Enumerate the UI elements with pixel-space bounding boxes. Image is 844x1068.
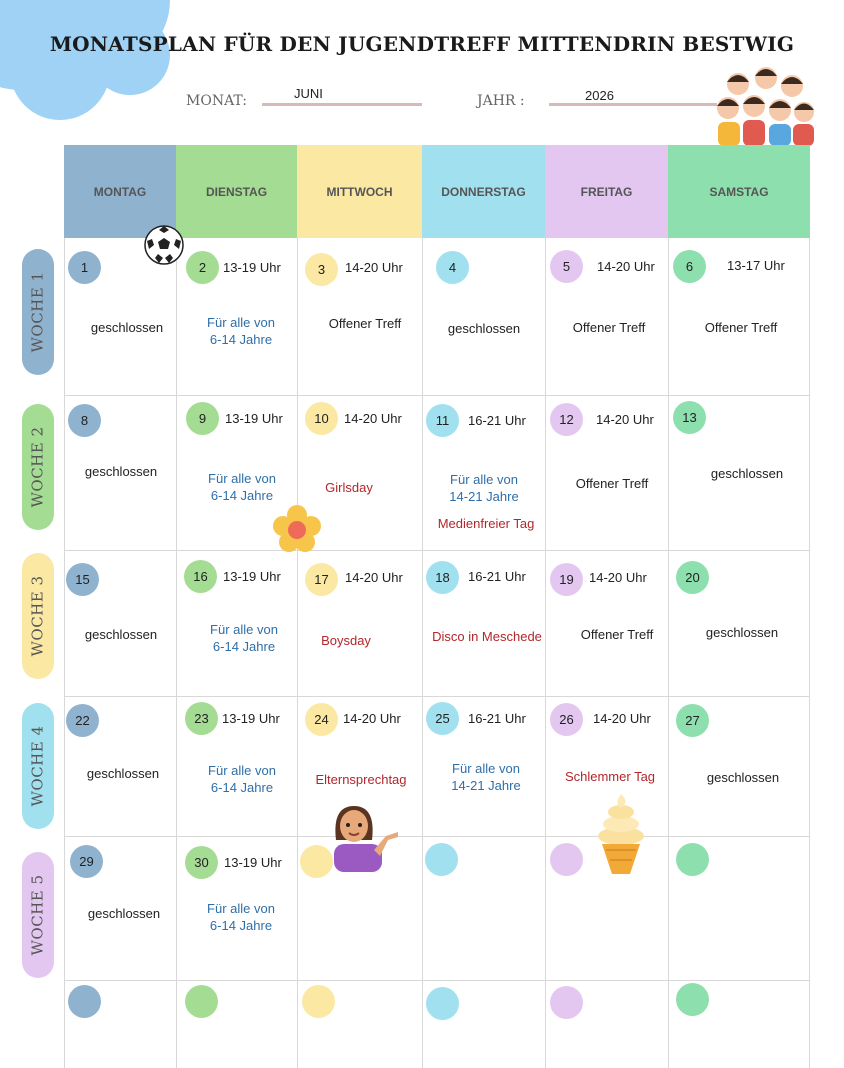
week-label-3: WOCHE 3 xyxy=(22,553,54,679)
week-label-1: WOCHE 1 xyxy=(22,249,54,375)
day-description: geschlossen xyxy=(86,766,160,781)
day-number: 30 xyxy=(185,846,218,879)
opening-hours: 13-19 Uhr xyxy=(223,260,281,275)
grid-line xyxy=(422,238,423,1068)
grid-line xyxy=(809,238,810,1068)
day-description: Schlemmer Tag xyxy=(564,769,656,784)
day-number: 3 xyxy=(305,253,338,286)
header-mittwoch: MITTWOCH xyxy=(297,145,422,238)
soft-ice-cream-icon xyxy=(596,790,646,874)
day-number: 13 xyxy=(673,401,706,434)
week-label-4: WOCHE 4 xyxy=(22,703,54,829)
day-description: Für alle von 6-14 Jahre xyxy=(208,471,276,503)
day-number: 24 xyxy=(305,703,338,736)
empty-day-dot xyxy=(185,985,218,1018)
day-number: 15 xyxy=(66,563,99,596)
woman-tipping-hand-icon xyxy=(328,800,400,872)
soccer-ball-icon xyxy=(144,225,184,265)
year-label: JAHR : xyxy=(477,93,525,109)
grid-line xyxy=(64,696,810,697)
week-label-2: WOCHE 2 xyxy=(22,404,54,530)
empty-day-dot xyxy=(676,843,709,876)
opening-hours: 13-19 Uhr xyxy=(223,569,281,584)
day-number: 9 xyxy=(186,402,219,435)
day-number: 23 xyxy=(185,702,218,735)
opening-hours: 14-20 Uhr xyxy=(596,412,654,427)
opening-hours: 14-20 Uhr xyxy=(597,259,655,274)
day-description: geschlossen xyxy=(87,906,161,921)
day-description: geschlossen xyxy=(706,770,780,785)
day-description: Girlsday xyxy=(325,480,373,495)
empty-day-dot xyxy=(68,985,101,1018)
day-description: geschlossen xyxy=(705,625,779,640)
day-description: Offener Treff xyxy=(575,476,649,491)
day-number: 25 xyxy=(426,702,459,735)
day-number: 29 xyxy=(70,845,103,878)
day-number: 16 xyxy=(184,560,217,593)
day-number: 27 xyxy=(676,704,709,737)
opening-hours: 14-20 Uhr xyxy=(589,570,647,585)
day-description: Für alle von 6-14 Jahre xyxy=(210,622,278,654)
year-line xyxy=(549,103,717,106)
day-description: geschlossen xyxy=(90,320,164,335)
day-description: Boysday xyxy=(321,633,371,648)
grid-line xyxy=(64,238,65,1068)
month-label: MONAT: xyxy=(186,93,247,109)
header-donnerstag: DONNERSTAG xyxy=(422,145,545,238)
children-group-illustration xyxy=(714,64,814,146)
opening-hours: 14-20 Uhr xyxy=(345,260,403,275)
grid-line xyxy=(545,238,546,1068)
day-note: Medienfreier Tag xyxy=(437,516,535,531)
day-description: Für alle von 6-14 Jahre xyxy=(208,763,276,795)
day-number: 2 xyxy=(186,251,219,284)
header-dienstag: DIENSTAG xyxy=(176,145,297,238)
day-description: Offener Treff xyxy=(580,627,654,642)
day-number: 5 xyxy=(550,250,583,283)
empty-day-dot xyxy=(550,843,583,876)
day-description: Für alle von 6-14 Jahre xyxy=(207,315,275,347)
opening-hours: 14-20 Uhr xyxy=(344,411,402,426)
day-description: Für alle von 14-21 Jahre xyxy=(451,761,521,793)
opening-hours: 16-21 Uhr xyxy=(468,413,526,428)
day-description: geschlossen xyxy=(710,466,784,481)
day-number: 19 xyxy=(550,563,583,596)
page-title: MONATSPLAN FÜR DEN JUGENDTREFF MITTENDRIN BESTWIG xyxy=(49,32,795,56)
day-description: Offener Treff xyxy=(572,320,646,335)
day-description: geschlossen xyxy=(84,627,158,642)
opening-hours: 14-20 Uhr xyxy=(345,570,403,585)
opening-hours: 13-19 Uhr xyxy=(224,855,282,870)
header-freitag: FREITAG xyxy=(545,145,668,238)
header-montag: MONTAG xyxy=(64,145,176,238)
empty-day-dot xyxy=(302,985,335,1018)
day-number: 1 xyxy=(68,251,101,284)
day-description: Offener Treff xyxy=(704,320,778,335)
opening-hours: 13-17 Uhr xyxy=(727,258,785,273)
day-description: Für alle von 14-21 Jahre xyxy=(449,472,519,504)
opening-hours: 13-19 Uhr xyxy=(225,411,283,426)
grid-line xyxy=(64,395,810,396)
grid-line xyxy=(64,980,810,981)
day-description: geschlossen xyxy=(447,321,521,336)
day-number: 10 xyxy=(305,402,338,435)
opening-hours: 16-21 Uhr xyxy=(468,569,526,584)
grid-line xyxy=(176,238,177,1068)
day-description: Disco in Meschede xyxy=(432,629,542,644)
day-number: 8 xyxy=(68,404,101,437)
day-description: Offener Treff xyxy=(328,316,402,331)
month-value: JUNI xyxy=(294,86,323,101)
opening-hours: 13-19 Uhr xyxy=(222,711,280,726)
day-number: 4 xyxy=(436,251,469,284)
cloud-decoration xyxy=(0,0,180,120)
day-description: Für alle von 6-14 Jahre xyxy=(207,901,275,933)
day-description: geschlossen xyxy=(84,464,158,479)
day-number: 18 xyxy=(426,561,459,594)
day-number: 6 xyxy=(673,250,706,283)
month-line xyxy=(262,103,422,106)
day-number: 26 xyxy=(550,703,583,736)
opening-hours: 14-20 Uhr xyxy=(593,711,651,726)
empty-day-dot xyxy=(550,986,583,1019)
day-number: 12 xyxy=(550,403,583,436)
empty-day-dot xyxy=(425,843,458,876)
header-samstag: SAMSTAG xyxy=(668,145,810,238)
opening-hours: 16-21 Uhr xyxy=(468,711,526,726)
flower-icon xyxy=(273,505,321,553)
opening-hours: 14-20 Uhr xyxy=(343,711,401,726)
year-value: 2026 xyxy=(585,88,614,103)
day-number: 20 xyxy=(676,561,709,594)
day-number: 17 xyxy=(305,563,338,596)
grid-line xyxy=(64,550,810,551)
empty-day-dot xyxy=(426,987,459,1020)
empty-day-dot xyxy=(676,983,709,1016)
grid-line xyxy=(64,836,810,837)
day-description: Elternsprechtag xyxy=(315,772,407,787)
day-number: 22 xyxy=(66,704,99,737)
day-number: 11 xyxy=(426,404,459,437)
grid-line xyxy=(668,238,669,1068)
week-label-5: WOCHE 5 xyxy=(22,852,54,978)
